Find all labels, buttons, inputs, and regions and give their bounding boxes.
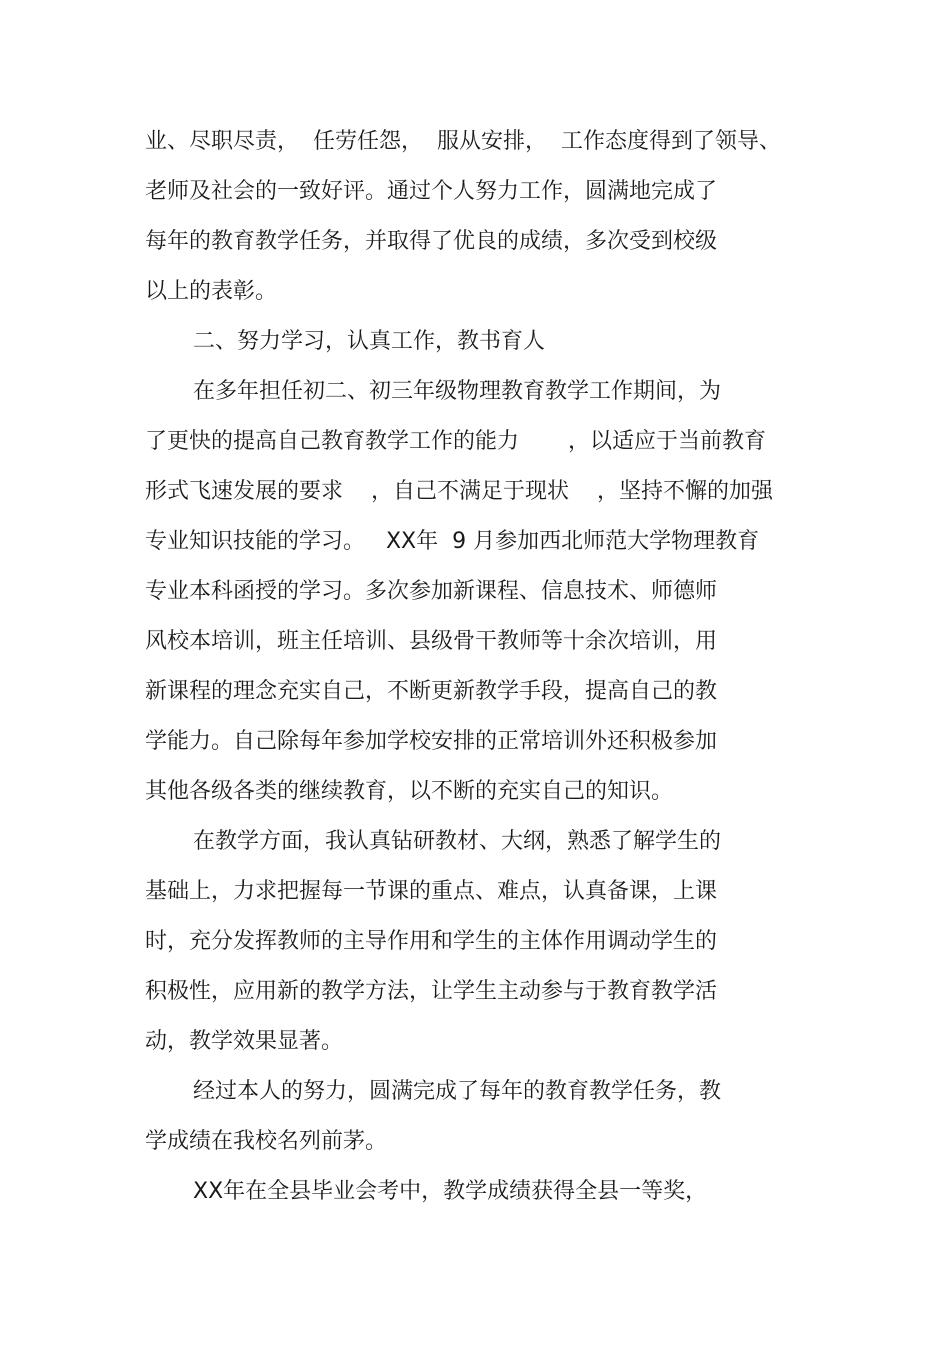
text-line: 在多年担任初二、初三年级物理教育教学工作期间，为: [193, 379, 722, 404]
text-line: 新课程的理念充实自己，不断更新教学手段，提高自己的教: [145, 679, 718, 704]
text-line: XX年在全县毕业会考中，教学成绩获得全县一等奖，: [193, 1179, 708, 1204]
text-line: 形式飞速发展的要求 ，自己不满足于现状 ，坚持不懈的加强: [145, 479, 773, 504]
text-line: 老师及社会的一致好评。通过个人努力工作，圆满地完成了: [145, 179, 718, 204]
text-line: 学能力。自己除每年参加学校安排的正常培训外还积极参加: [145, 729, 718, 754]
text-line: 风校本培训，班主任培训、县级骨干教师等十余次培训，用: [145, 629, 718, 654]
text-line: 在教学方面，我认真钻研教材、大纲，熟悉了解学生的: [193, 829, 722, 854]
text-line: 积极性，应用新的教学方法，让学生主动参与于教育教学活: [145, 979, 718, 1004]
text-line: 动，教学效果显著。: [145, 1029, 344, 1054]
section-heading: 二、努力学习，认真工作，教书育人: [193, 329, 546, 354]
text-line: 其他各级各类的继续教育，以不断的充实自己的知识。: [145, 779, 674, 804]
text-line: 经过本人的努力，圆满完成了每年的教育教学任务，教: [193, 1079, 722, 1104]
text-line: 学成绩在我校名列前茅。: [145, 1129, 388, 1154]
text-line: 每年的教育教学任务，并取得了优良的成绩，多次受到校级: [145, 229, 718, 254]
text-line: 业、尽职尽责， 任劳任怨， 服从安排， 工作态度得到了领导、: [145, 129, 781, 154]
text-line: 以上的表彰。: [145, 279, 278, 304]
text-line: 了更快的提高自己教育教学工作的能力 ，以适应于当前教育: [145, 429, 766, 454]
text-line: 基础上，力求把握每一节课的重点、难点，认真备课，上课: [145, 879, 718, 904]
text-line: 专业知识技能的学习。 XX年 9 月参加西北师范大学物理教育: [145, 529, 760, 554]
text-line: 专业本科函授的学习。多次参加新课程、信息技术、师德师: [145, 579, 718, 604]
text-line: 时，充分发挥教师的主导作用和学生的主体作用调动学生的: [145, 929, 718, 954]
